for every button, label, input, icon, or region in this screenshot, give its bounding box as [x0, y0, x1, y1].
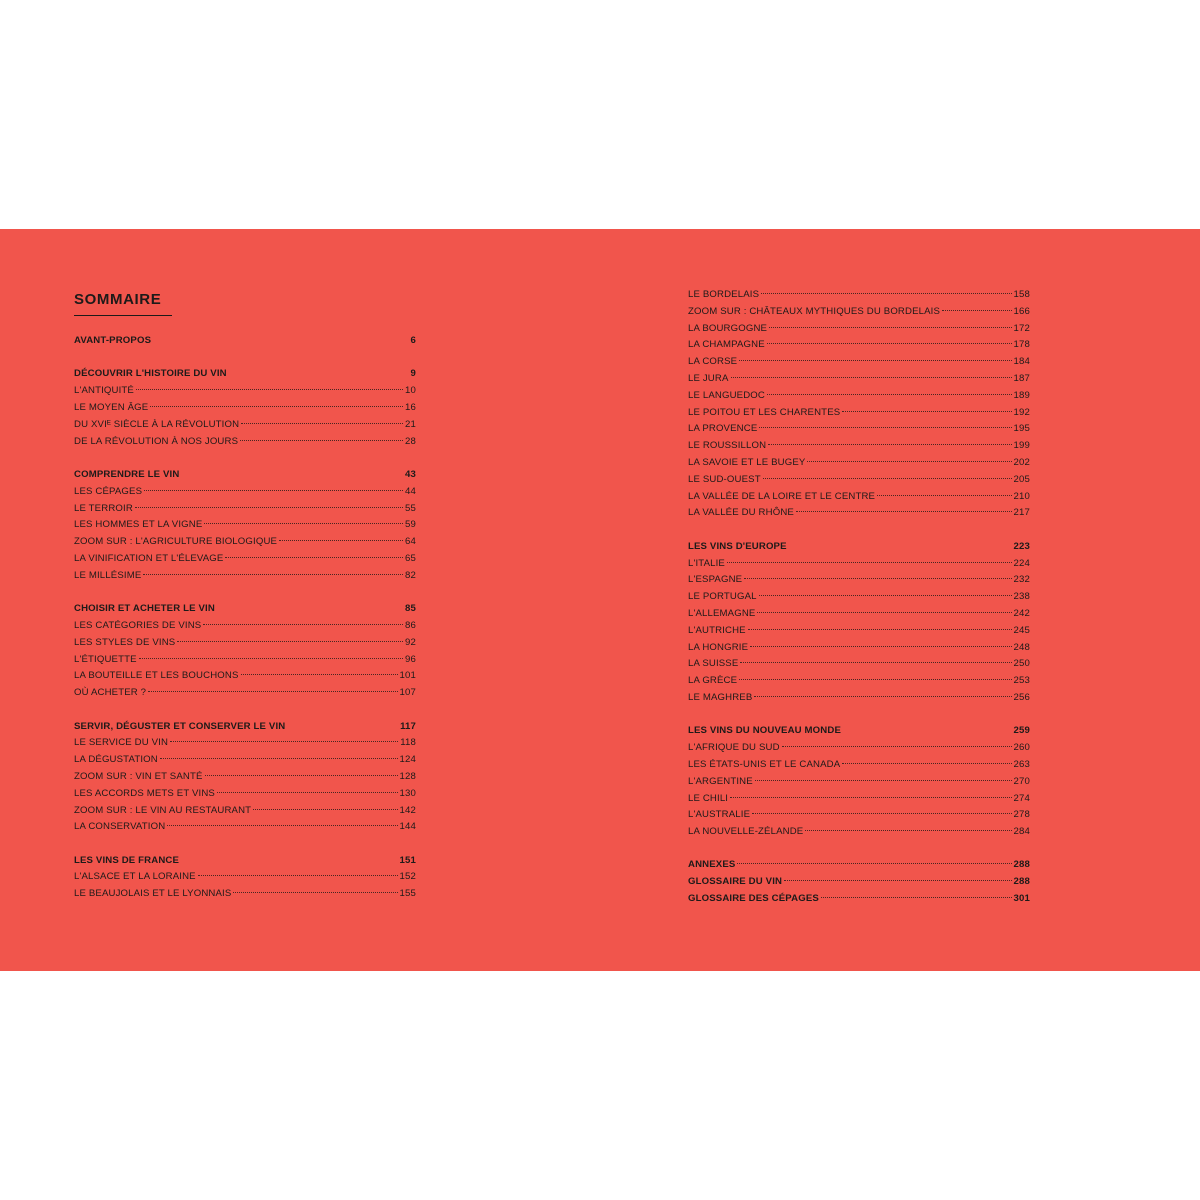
toc-entry-label: LA CHAMPAGNE: [688, 339, 765, 351]
toc-page-number: 21: [405, 418, 416, 430]
dot-leader: [752, 813, 1011, 814]
toc-page-number: 64: [405, 536, 416, 548]
toc-page-number: 245: [1013, 624, 1030, 636]
toc-page-number: 59: [405, 519, 416, 531]
toc-section: [74, 853, 416, 903]
toc-entry: [688, 304, 1030, 321]
toc-entry-label: LE SUD-OUEST: [688, 473, 761, 485]
toc-entry-label: L'ITALIE: [688, 557, 725, 569]
toc-page-number: 232: [1013, 574, 1030, 586]
dot-leader: [748, 629, 1012, 630]
toc-entry-label: LE MILLÉSIME: [74, 569, 142, 581]
toc-page-number: 28: [405, 435, 416, 447]
toc-entry: [688, 640, 1030, 657]
dot-leader: [727, 562, 1012, 563]
dot-leader: [877, 495, 1011, 496]
toc-page-number: 184: [1013, 356, 1030, 368]
toc-page-number: 65: [405, 552, 416, 564]
dot-leader: [170, 741, 398, 742]
toc-entry: [688, 623, 1030, 640]
dot-leader: [739, 679, 1011, 680]
toc-page-number: 202: [1013, 456, 1030, 468]
dot-leader: [279, 540, 403, 541]
toc-page-number: 144: [399, 821, 416, 833]
dot-leader: [761, 293, 1011, 294]
dot-leader: [744, 578, 1011, 579]
dot-leader: [217, 792, 398, 793]
toc-entry: [688, 388, 1030, 405]
dot-leader: [784, 880, 1011, 881]
dot-leader: [233, 892, 397, 893]
toc-page-number: 158: [1013, 289, 1030, 300]
toc-entry-label: LE POITOU ET LES CHARENTES: [688, 406, 841, 418]
toc-entry: [74, 400, 416, 417]
toc-entry: [74, 635, 416, 652]
toc-entry-label: LES ÉTATS-UNIS ET LE CANADA: [688, 758, 841, 770]
toc-entry: [74, 685, 416, 702]
toc-entry: [688, 354, 1030, 371]
toc-entry-label: LES HOMMES ET LA VIGNE: [74, 519, 203, 531]
toc-section: [688, 287, 1030, 522]
dot-leader: [144, 490, 403, 491]
toc-page-number: 256: [1013, 691, 1030, 703]
toc-entry-label: LA HONGRIE: [688, 641, 749, 653]
toc-entry-label: LA PROVENCE: [688, 423, 758, 435]
toc-entry-label: LA GRÈCE: [688, 675, 738, 687]
toc-entry: [74, 568, 416, 585]
toc-entry-label: L'ALSACE ET LA LORAINE: [74, 871, 196, 883]
toc-entry-label: ZOOM SUR : VIN ET SANTÉ: [74, 770, 203, 782]
toc-entry: [74, 668, 416, 685]
toc-page-number: 223: [1013, 540, 1030, 552]
dot-leader: [769, 327, 1011, 328]
toc-page-number: 288: [1013, 876, 1030, 888]
toc-entry: [74, 819, 416, 836]
toc-entry: [688, 489, 1030, 506]
toc-page-number: 9: [410, 368, 416, 380]
dot-leader: [253, 809, 397, 810]
dot-leader: [203, 624, 403, 625]
toc-page-number: 55: [405, 502, 416, 514]
toc-entry-label: L'AUTRICHE: [688, 624, 746, 636]
toc-entry: [688, 690, 1030, 707]
dot-leader: [150, 406, 403, 407]
toc-entry-label: DE LA RÉVOLUTION À NOS JOURS: [74, 435, 239, 447]
dot-leader: [757, 612, 1011, 613]
toc-entry-label: LES VINS DU NOUVEAU MONDE: [688, 725, 842, 737]
toc-entry-label: GLOSSAIRE DU VIN: [688, 876, 783, 888]
toc-entry-label: LES VINS DE FRANCE: [74, 854, 180, 866]
title-underline: [74, 315, 172, 316]
dot-leader: [942, 310, 1011, 311]
toc-page-number: 155: [399, 888, 416, 900]
toc-entry: [688, 791, 1030, 808]
toc-entry: [74, 752, 416, 769]
toc-section: [74, 333, 416, 350]
toc-entry-label: LA DÉGUSTATION: [74, 754, 158, 766]
toc-section-heading: [688, 539, 1030, 556]
dot-leader: [739, 360, 1011, 361]
toc-page-number: 195: [1013, 423, 1030, 435]
toc-page-number: 96: [405, 653, 416, 665]
toc-entry: [74, 551, 416, 568]
toc-entry: [688, 589, 1030, 606]
toc-entry-label: LE LANGUEDOC: [688, 389, 765, 401]
toc-section-heading: [74, 853, 416, 870]
toc-page-number: 128: [399, 770, 416, 782]
toc-page-number: 16: [405, 401, 416, 413]
toc-page-number: 189: [1013, 389, 1030, 401]
toc-entry-label: OÙ ACHETER ?: [74, 687, 147, 699]
toc-entry-label: LE PORTUGAL: [688, 591, 757, 603]
dot-leader: [767, 343, 1012, 344]
toc-page-number: 101: [399, 670, 416, 682]
toc-entry: [688, 673, 1030, 690]
toc-entry: [688, 405, 1030, 422]
toc-page-number: 274: [1013, 792, 1030, 804]
toc-page-number: 107: [399, 687, 416, 699]
toc-entry: [688, 505, 1030, 522]
toc-entry: [74, 803, 416, 820]
dot-leader: [755, 780, 1012, 781]
toc-entry: [74, 652, 416, 669]
toc-entry: [74, 786, 416, 803]
toc-entry-label: LA CORSE: [688, 356, 738, 368]
toc-entry-label: DÉCOUVRIR L'HISTOIRE DU VIN: [74, 368, 227, 380]
dot-leader: [730, 797, 1011, 798]
toc-entry-label: LE JURA: [688, 372, 729, 384]
toc-page-number: 301: [1013, 893, 1030, 905]
toc-section: [74, 366, 416, 450]
toc-entry: [74, 769, 416, 786]
toc-entry-label: ZOOM SUR : L'AGRICULTURE BIOLOGIQUE: [74, 536, 278, 548]
toc-column-right: [688, 287, 1030, 908]
toc-entry-label: L'ARGENTINE: [688, 775, 753, 787]
toc-section-heading: [74, 467, 416, 484]
dot-leader: [136, 389, 403, 390]
toc-entry: [688, 287, 1030, 304]
toc-page-number: 92: [405, 636, 416, 648]
toc-entry: [688, 740, 1030, 757]
toc-page-number: 117: [400, 720, 416, 732]
toc-section: [74, 601, 416, 702]
toc-entry-label: L'ALLEMAGNE: [688, 607, 756, 619]
toc-entry-label: LES STYLES DE VINS: [74, 636, 176, 648]
toc-entry-label: LE ROUSSILLON: [688, 440, 767, 452]
toc-entry: [688, 556, 1030, 573]
toc-entry-label: LE MOYEN ÂGE: [74, 401, 149, 413]
toc-entry: [688, 321, 1030, 338]
toc-page-number: 6: [410, 335, 416, 346]
toc-entry-label: CHOISIR ET ACHETER LE VIN: [74, 603, 215, 615]
dot-leader: [821, 897, 1012, 898]
dot-leader: [205, 775, 398, 776]
toc-entry: [688, 572, 1030, 589]
toc-page-number: 44: [405, 485, 416, 497]
toc-entry-label: LA VALLÉE DE LA LOIRE ET LE CENTRE: [688, 490, 876, 502]
toc-page-number: 178: [1013, 339, 1030, 351]
toc-page-number: 152: [399, 871, 416, 883]
dot-leader: [177, 641, 403, 642]
toc-entry-label: ZOOM SUR : LE VIN AU RESTAURANT: [74, 804, 252, 816]
toc-page-number: 10: [405, 385, 416, 397]
toc-section-heading: [74, 601, 416, 618]
toc-entry: [74, 484, 416, 501]
toc-section-heading: [688, 723, 1030, 740]
dot-leader: [731, 377, 1012, 378]
toc-entry-label: LES ACCORDS METS ET VINS: [74, 787, 215, 799]
dot-leader: [754, 696, 1011, 697]
toc-section: [688, 723, 1030, 841]
toc-page-number: 288: [1013, 859, 1030, 871]
toc-entry: [688, 455, 1030, 472]
dot-leader: [139, 658, 403, 659]
toc-entry-label: LA SAVOIE ET LE BUGEY: [688, 456, 806, 468]
toc-entry: [688, 421, 1030, 438]
toc-page-number: 199: [1013, 440, 1030, 452]
toc-entry: [74, 618, 416, 635]
toc-page-number: 238: [1013, 591, 1030, 603]
dot-leader: [842, 411, 1011, 412]
toc-page-number: 118: [400, 737, 416, 749]
toc-entry-label: AVANT-PROPOS: [74, 335, 152, 346]
toc-section-heading: [74, 366, 416, 383]
toc-entry: [688, 874, 1030, 891]
toc-entry: [74, 735, 416, 752]
toc-entry-label: LE BEAUJOLAIS ET LE LYONNAIS: [74, 888, 232, 900]
toc-page-number: 205: [1013, 473, 1030, 485]
toc-entry: [688, 472, 1030, 489]
toc-section-heading: [688, 857, 1030, 874]
toc-entry-label: LA SUISSE: [688, 658, 739, 670]
dot-leader: [807, 461, 1011, 462]
toc-entry-label: LE CHILI: [688, 792, 729, 804]
toc-page-number: 85: [405, 603, 416, 615]
toc-entry-label: LA VINIFICATION ET L'ÉLEVAGE: [74, 552, 224, 564]
toc-entry-label: DU XVIᴱ SIÈCLE À LA RÉVOLUTION: [74, 418, 240, 430]
toc-entry: [688, 757, 1030, 774]
dot-leader: [805, 830, 1011, 831]
toc-entry-label: LES CATÉGORIES DE VINS: [74, 619, 202, 631]
toc-page-number: 224: [1013, 557, 1030, 569]
toc-entry-label: LA VALLÉE DU RHÔNE: [688, 507, 794, 519]
toc-entry: [74, 517, 416, 534]
toc-page-number: 250: [1013, 658, 1030, 670]
toc-section: [688, 857, 1030, 907]
dot-leader: [241, 423, 403, 424]
toc-page-number: 172: [1013, 322, 1030, 334]
dot-leader: [225, 557, 403, 558]
toc-entry-label: LE TERROIR: [74, 502, 133, 514]
toc-page-number: 151: [399, 854, 416, 866]
toc-page-number: 260: [1013, 742, 1030, 754]
toc-section: [688, 539, 1030, 707]
toc-entry-label: L'AFRIQUE DU SUD: [688, 742, 780, 754]
toc-entry-label: LA BOURGOGNE: [688, 322, 768, 334]
toc-page-number: 270: [1013, 775, 1030, 787]
toc-entry-label: L'ÉTIQUETTE: [74, 653, 137, 665]
dot-leader: [768, 444, 1011, 445]
dot-leader: [240, 440, 403, 441]
toc-page-number: 192: [1013, 406, 1030, 418]
toc-entry: [74, 869, 416, 886]
toc-entry: [74, 501, 416, 518]
dot-leader: [148, 691, 397, 692]
dot-leader: [796, 511, 1012, 512]
toc-column-left: [74, 333, 416, 903]
toc-page-number: 82: [405, 569, 416, 581]
toc-page-number: 43: [405, 468, 416, 480]
dot-leader: [740, 662, 1011, 663]
toc-page-number: 166: [1013, 305, 1030, 317]
toc-entry: [74, 383, 416, 400]
toc-entry: [688, 337, 1030, 354]
toc-entry: [74, 534, 416, 551]
toc-entry-label: L'ESPAGNE: [688, 574, 743, 586]
toc-entry-label: SERVIR, DÉGUSTER ET CONSERVER LE VIN: [74, 720, 286, 732]
toc-page-number: 259: [1013, 725, 1030, 737]
toc-page-number: 248: [1013, 641, 1030, 653]
toc-page-number: 130: [399, 787, 416, 799]
toc-entry-label: LA NOUVELLE-ZÉLANDE: [688, 826, 804, 838]
toc-entry-label: LA BOUTEILLE ET LES BOUCHONS: [74, 670, 239, 682]
toc-entry: [688, 891, 1030, 908]
toc-page-number: 124: [399, 754, 416, 766]
toc-entry-label: GLOSSAIRE DES CÉPAGES: [688, 893, 819, 905]
dot-leader: [759, 427, 1011, 428]
toc-entry-label: L'ANTIQUITÉ: [74, 385, 134, 397]
toc-page-number: 263: [1013, 758, 1030, 770]
toc-entry-label: LES VINS D'EUROPE: [688, 540, 787, 552]
dot-leader: [204, 523, 403, 524]
toc-entry-label: ZOOM SUR : CHÂTEAUX MYTHIQUES DU BORDELAIS: [688, 305, 941, 317]
dot-leader: [763, 478, 1012, 479]
dot-leader: [241, 674, 398, 675]
toc-entry-label: L'AUSTRALIE: [688, 809, 751, 821]
toc-entry: [688, 606, 1030, 623]
toc-entry-label: ANNEXES: [688, 859, 736, 871]
toc-section: [74, 719, 416, 837]
toc-page-number: 278: [1013, 809, 1030, 821]
toc-page-number: 142: [399, 804, 416, 816]
dot-leader: [167, 825, 397, 826]
toc-entry: [74, 434, 416, 451]
toc-page-number: 253: [1013, 675, 1030, 687]
toc-entry: [74, 417, 416, 434]
dot-leader: [737, 863, 1011, 864]
toc-page-number: 210: [1013, 490, 1030, 502]
toc-page-number: 284: [1013, 826, 1030, 838]
toc-entry: [688, 807, 1030, 824]
toc-section-heading: [74, 333, 416, 350]
toc-entry-label: LE SERVICE DU VIN: [74, 737, 169, 749]
dot-leader: [759, 595, 1012, 596]
toc-entry: [688, 824, 1030, 841]
toc-page-number: 86: [405, 619, 416, 631]
toc-entry-label: LES CÉPAGES: [74, 485, 143, 497]
toc-entry: [688, 438, 1030, 455]
toc-entry: [688, 774, 1030, 791]
toc-entry-label: LE BORDELAIS: [688, 289, 760, 300]
dot-leader: [842, 763, 1011, 764]
toc-entry: [74, 886, 416, 903]
toc-section: [74, 467, 416, 585]
toc-page-number: 242: [1013, 607, 1030, 619]
toc-page-number: 187: [1013, 372, 1030, 384]
toc-entry-label: LE MAGHREB: [688, 691, 753, 703]
toc-entry: [688, 371, 1030, 388]
toc-entry-label: COMPRENDRE LE VIN: [74, 468, 180, 480]
dot-leader: [767, 394, 1012, 395]
dot-leader: [135, 507, 403, 508]
page-title: SOMMAIRE: [74, 291, 162, 308]
toc-page-number: 217: [1013, 507, 1030, 519]
dot-leader: [160, 758, 398, 759]
dot-leader: [750, 646, 1011, 647]
toc-section-heading: [74, 719, 416, 736]
dot-leader: [198, 875, 398, 876]
toc-entry-label: LA CONSERVATION: [74, 821, 166, 833]
toc-entry: [688, 656, 1030, 673]
dot-leader: [782, 746, 1012, 747]
dot-leader: [143, 574, 403, 575]
